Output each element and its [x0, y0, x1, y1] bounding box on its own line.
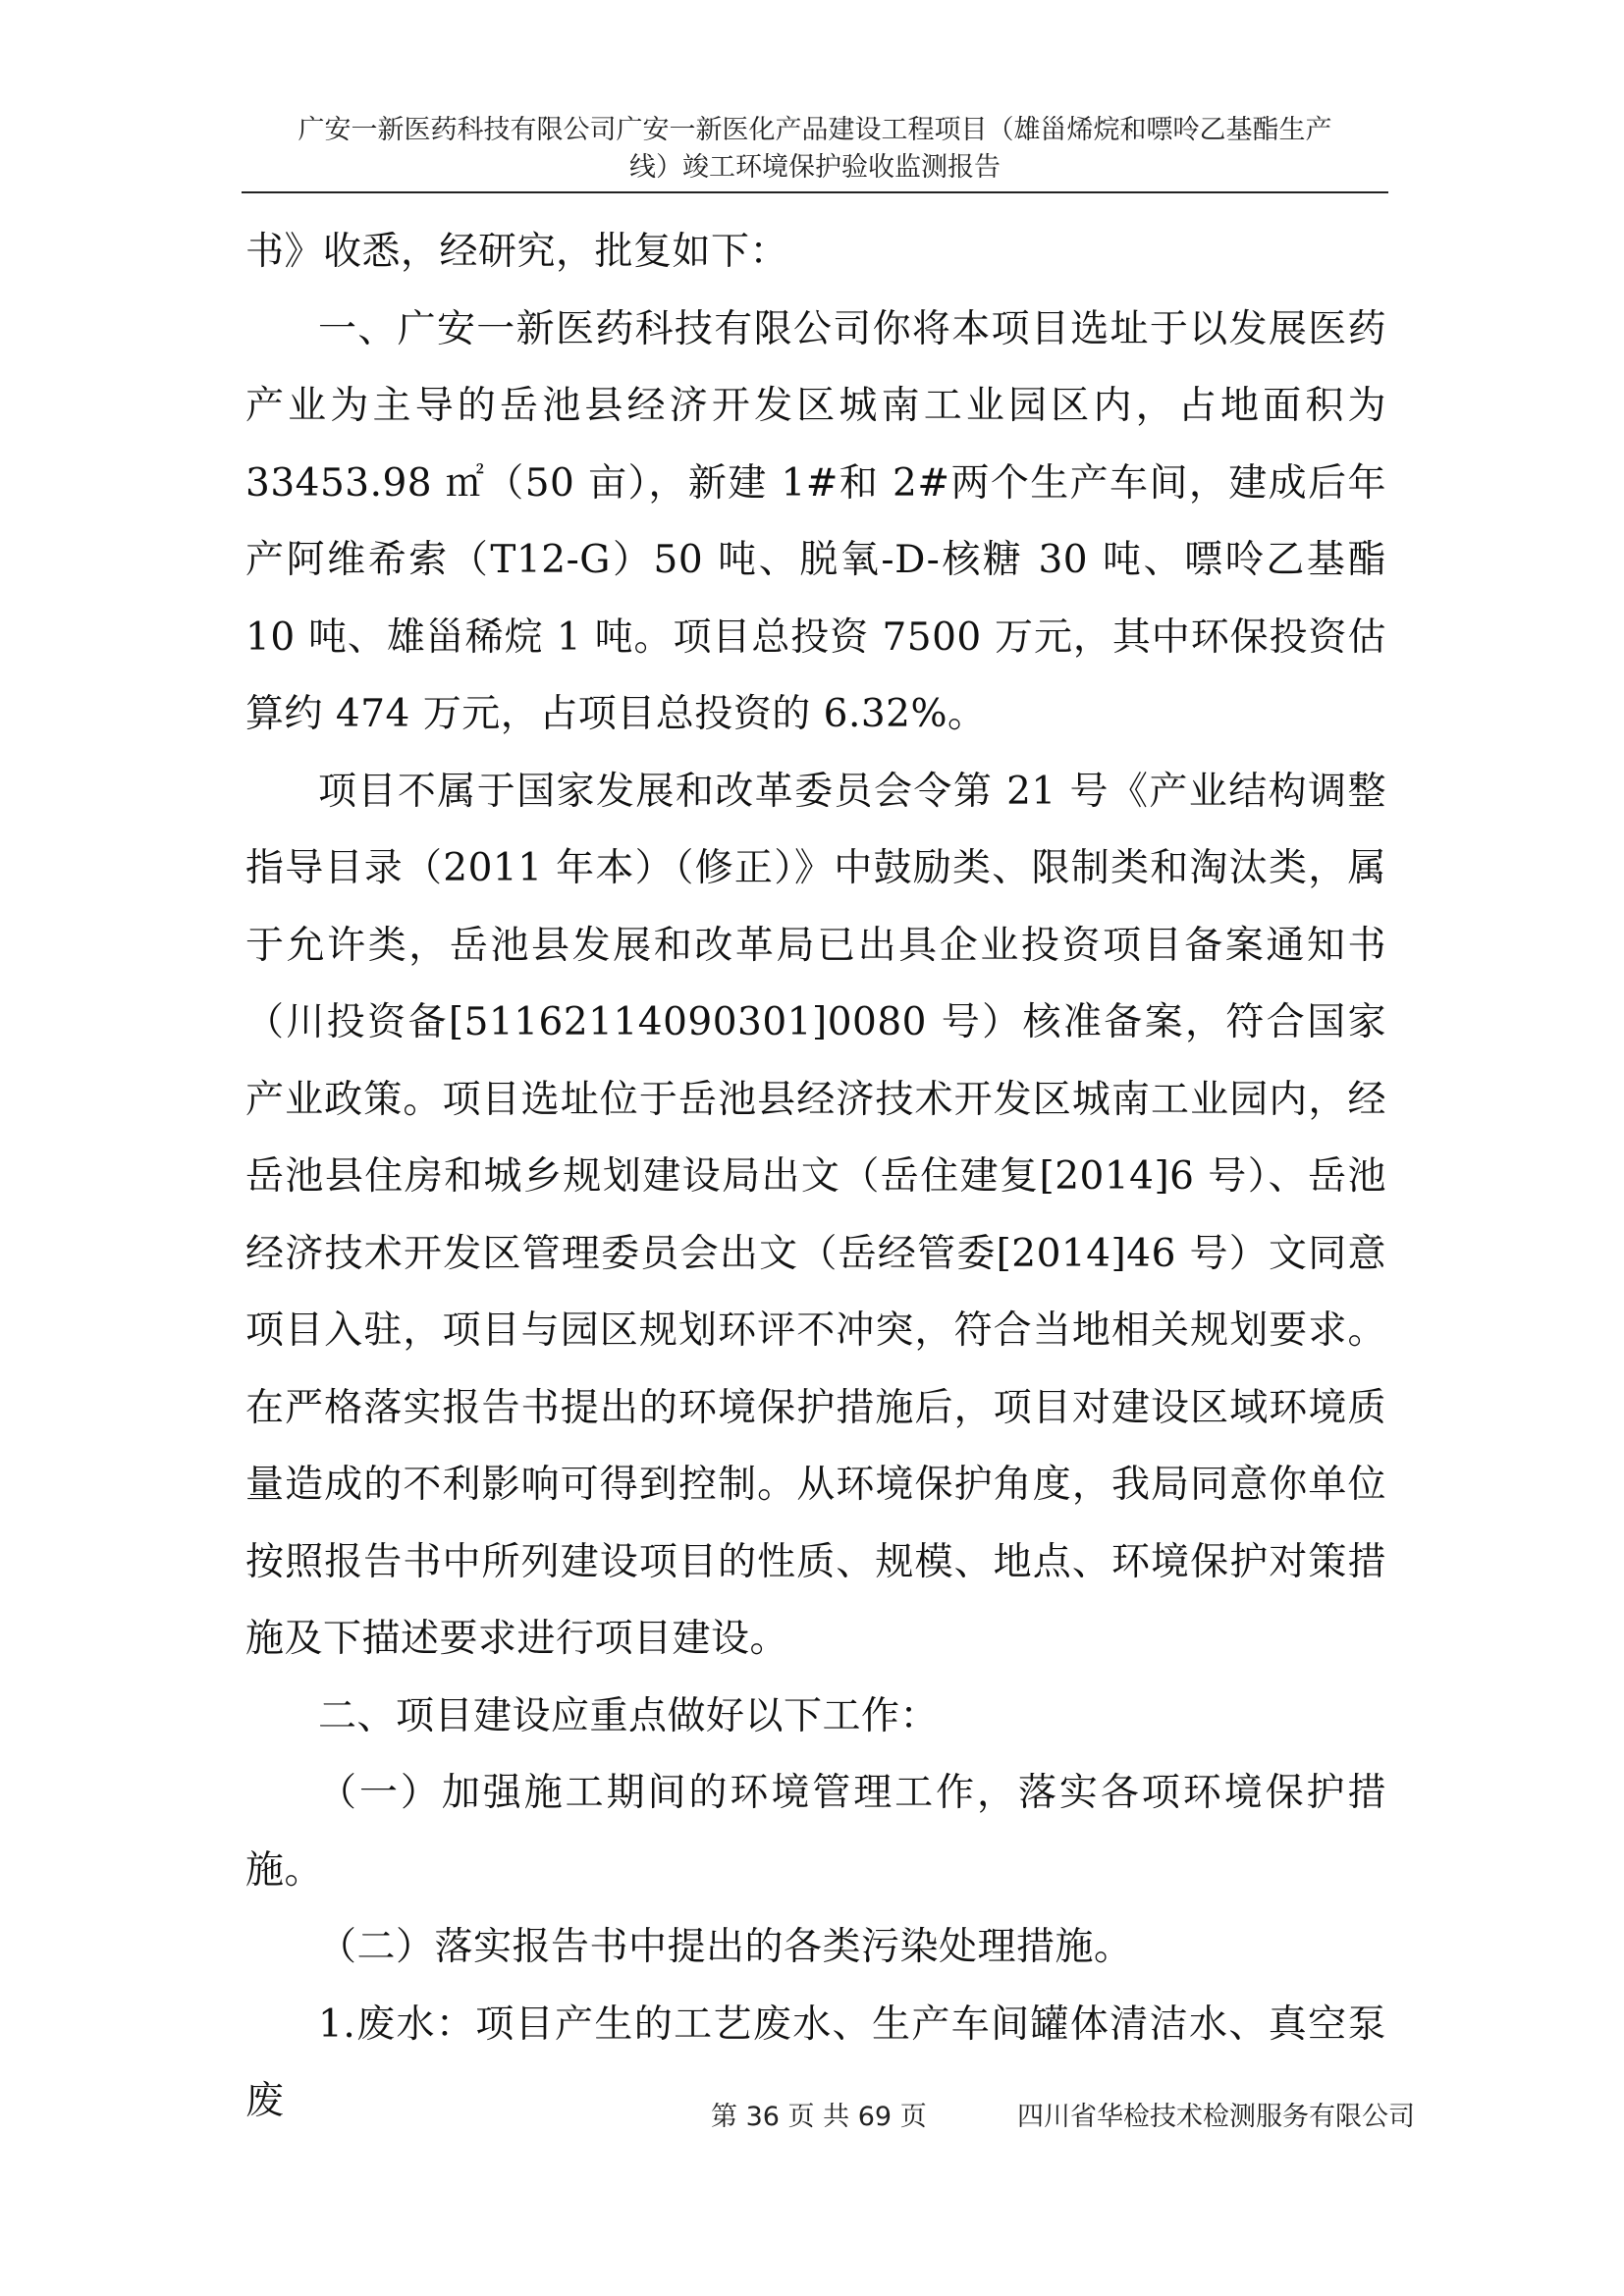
paragraph-item-two: （二）落实报告书中提出的各类污染处理措施。	[318, 1925, 1133, 1969]
paragraph-section-two-heading: 二、项目建设应重点做好以下工作：	[318, 1693, 940, 1738]
footer-company-name: 四川省华检技术检测服务有限公司	[1017, 2102, 1415, 2132]
header-title-line-2: 线）竣工环境保护验收监测报告	[629, 152, 1001, 183]
header-title-line-1: 广安一新医药科技有限公司广安一新医化产品建设工程项目（雄甾烯烷和嘌呤乙基酯生产	[298, 115, 1332, 145]
running-header	[244, 112, 1386, 187]
page-prefix: 第	[711, 2102, 737, 2132]
page-total: 69	[857, 2102, 893, 2132]
page-number	[711, 2095, 927, 2133]
paragraph-project-overview: 一、广安一新医药科技有限公司你将本项目选址于以发展医药产业为主导的岳池县经济开发区城南工业园区内，占地面积为33453.98 ㎡（50 亩），新建 1#和 2#两个生产车间，建成后年产阿维希索（T12-G）50 吨、脱氧-D-核糖 30 吨、嘌呤乙基酯 10 吨、雄甾稀烷 1 吨。项目总投资 7500 万元，其中环保投资估算约 474 万元，占项目总投资的 6.32%。	[245, 306, 1386, 736]
page-current: 36	[745, 2102, 780, 2132]
page-suffix: 页	[899, 2102, 927, 2132]
page-middle: 页 共	[787, 2102, 850, 2132]
paragraph-continuation: 书》收悉，经研究，批复如下：	[245, 230, 789, 274]
header-divider	[242, 191, 1388, 193]
paragraph-policy-compliance: 项目不属于国家发展和改革委员会令第 21 号《产业结构调整指导目录（2011 年本）（修正）》中鼓励类、限制类和淘汰类，属于允许类，岳池县发展和改革局已出具企业投资项目备案通知书（川投资备[51162114090301]0080 号）核准备案，符合国家产业政策。项目选址位于岳池县经济技术开发区城南工业园内，经岳池县住房和城乡规划建设局出文（岳住建复[2014]6 号）、岳池经济技术开发区管理委员会出文（岳经管委[2014]46 号）文同意项目入驻，项目与园区规划环评不冲突，符合当地相关规划要求。在严格落实报告书提出的环境保护措施后，项目对建设区域环境质量造成的不利影响可得到控制。从环境保护角度，我局同意你单位按照报告书中所列建设项目的性质、规模、地点、环境保护对策措施及下描述要求进行项目建设。	[245, 769, 1386, 1661]
paragraph-wastewater: 1.废水：项目产生的工艺废水、生产车间罐体清洁水、真空泵废	[245, 2002, 1386, 2123]
document-body	[245, 214, 1386, 2141]
paragraph-item-one: （一）加强施工期间的环境管理工作，落实各项环境保护措施。	[245, 1771, 1386, 1893]
